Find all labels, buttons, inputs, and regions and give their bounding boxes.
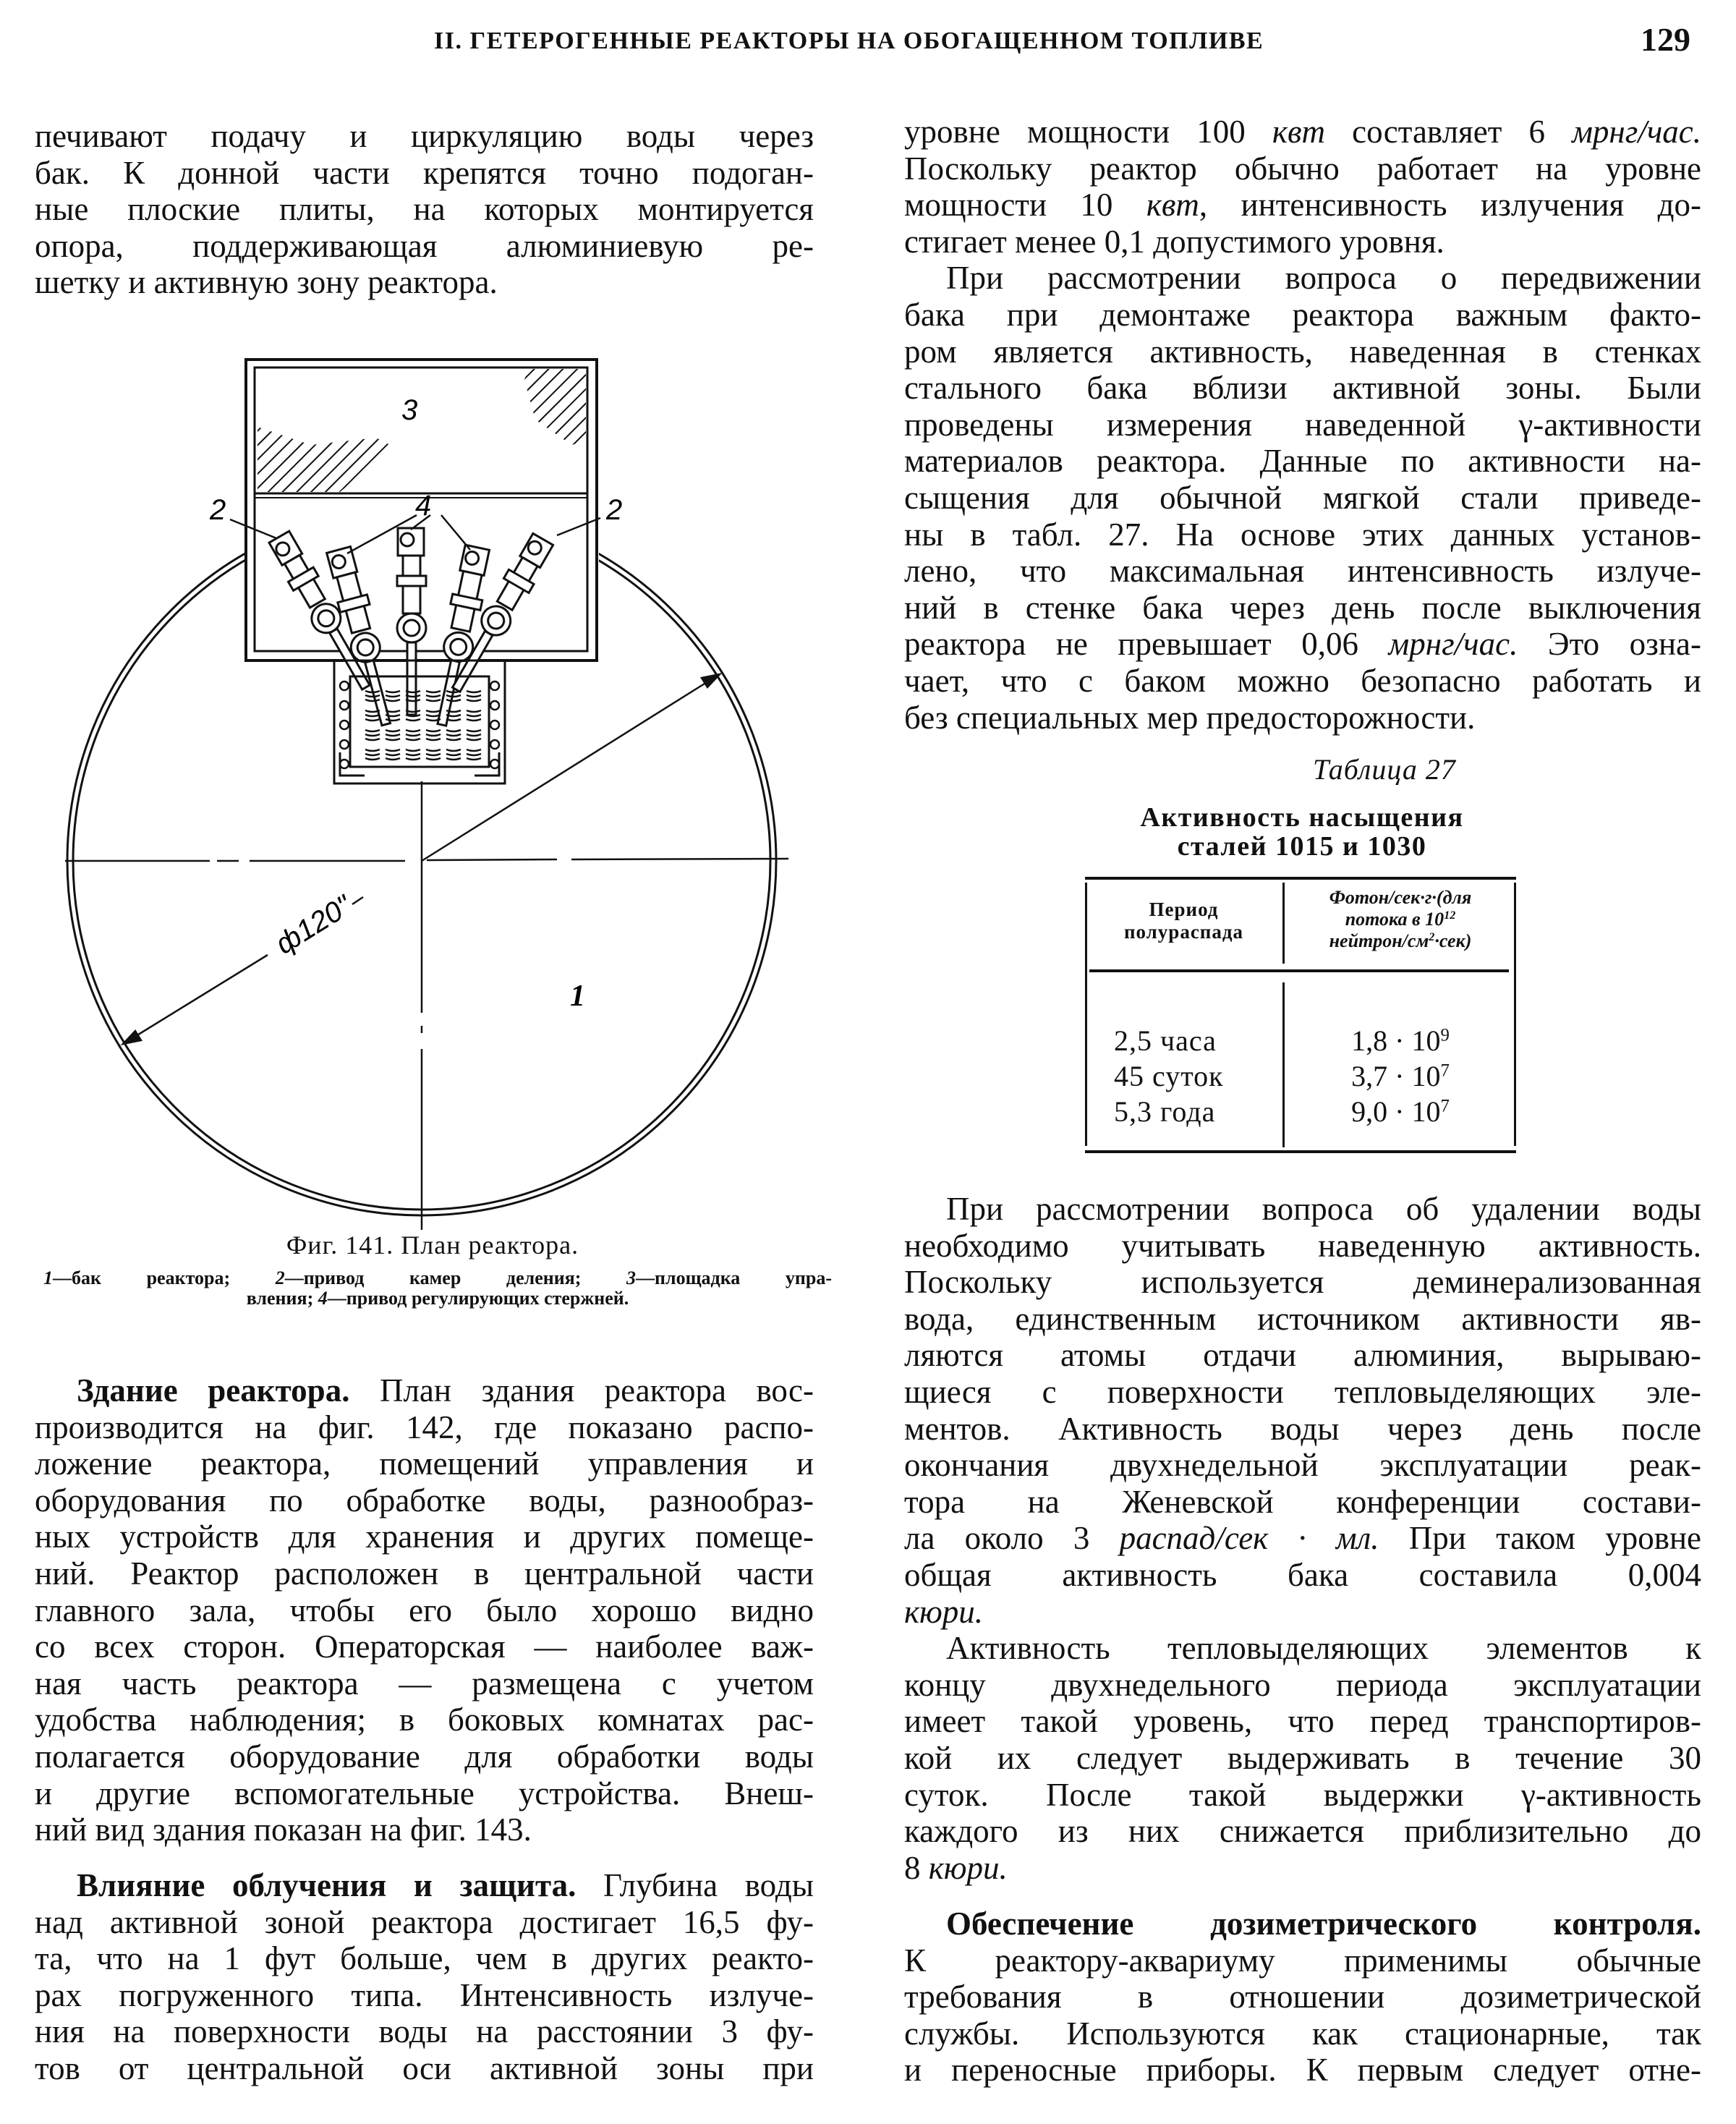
fuel-plate (467, 710, 481, 712)
fuel-plate (446, 758, 461, 760)
exponent: 2 (1429, 931, 1435, 944)
text-run: ла около 3 (904, 1520, 1120, 1557)
fuel-plate (406, 749, 420, 751)
text-line: каждого из них снижается приблизительно до (904, 1813, 1701, 1850)
text-line: опора, поддерживающая алюминиевую ре- (35, 227, 814, 264)
activity-cells (1285, 1023, 1516, 1129)
table-cell-period: 2,5 часа (1114, 1024, 1217, 1057)
figure-caption: Фиг. 141. План реактора. (286, 1231, 579, 1259)
core-hole (490, 740, 499, 749)
legend-num: 4 (318, 1288, 328, 1309)
section-heading: Обеспечение дозиметрического контроля. (946, 1906, 1701, 1942)
text-line: стального бака вблизи активной зоны. Были (904, 370, 1701, 407)
core-hole (340, 760, 349, 768)
section-irradiation (35, 1867, 814, 2087)
text-line: службы. Используются как стационарные, так (904, 2015, 1701, 2052)
exponent: 7 (1440, 1096, 1450, 1116)
text-line: Активность тепловыделяющих элементов к (946, 1630, 1701, 1667)
text-line: необходимо учитывать наведенную активность. (904, 1227, 1701, 1264)
fuel-plate (426, 749, 441, 751)
core-hole (490, 760, 499, 768)
fuel-plate (426, 734, 441, 736)
text-line: ложение реактора, помещений управления и (35, 1445, 814, 1482)
fuel-plate (446, 730, 461, 731)
text-line: ром является активность, наведенная в стенках (904, 333, 1701, 370)
unit: распад/сек · мл. (1119, 1520, 1379, 1557)
exponent: 7 (1440, 1061, 1450, 1081)
text-line: со всех сторон. Операторская — наиболее важ- (35, 1628, 814, 1665)
core-hole (340, 701, 349, 710)
fuel-plate (426, 754, 441, 755)
core-hole (340, 681, 349, 690)
unit: кюри. (904, 1593, 984, 1630)
fuel-plate (467, 719, 481, 721)
text-run: План здания реактора вос- (349, 1372, 814, 1409)
text-line: рах погруженного типа. Интенсивность излуче- (35, 1976, 814, 2013)
table-title-line: Активность насыщения (1140, 802, 1464, 833)
fuel-plate (365, 695, 380, 697)
fuel-plate (386, 695, 400, 697)
text-line: ляются атомы отдачи алюминия, вырываю- (904, 1337, 1701, 1374)
fuel-plate (386, 719, 400, 721)
text-line: кой их следует выдерживать в течение 30 (904, 1739, 1701, 1776)
fuel-plate (426, 730, 441, 731)
label-drive-left: 2 (210, 494, 226, 526)
right-paragraphs-bottom (904, 1191, 1701, 1886)
fuel-plate (365, 700, 380, 701)
text-line: Поскольку используется деминерализованная (904, 1264, 1701, 1301)
text-line (904, 1906, 1701, 1942)
left-paragraph-1 (35, 118, 814, 301)
text-line: шетку и активную зону реактора. (35, 264, 498, 301)
text-line (904, 1594, 1701, 1631)
table-header-rule (1089, 969, 1509, 972)
fuel-plate (446, 749, 461, 751)
core-hole (340, 740, 349, 749)
text-line: ний. Реактор расположен в центральной части (35, 1555, 814, 1592)
mantissa: 1,8 · 10 (1351, 1024, 1441, 1057)
section-building (35, 1372, 814, 1848)
section-heading: Здание реактора. (77, 1372, 350, 1409)
text-line (35, 1867, 814, 1904)
text-line: и другие вспомогательные устройства. Внеш- (35, 1775, 814, 1811)
fuel-plate (426, 739, 441, 740)
fuel-plate (406, 758, 420, 760)
text-line: К реактору-аквариуму применимы обычные (904, 1942, 1701, 1979)
fuel-plate (386, 730, 400, 731)
exponent: 12 (1444, 909, 1456, 922)
fuel-plate (406, 739, 420, 740)
text-line: бак. К донной части крепятся точно подоган- (35, 154, 814, 191)
fuel-plate (365, 730, 380, 731)
fuel-plate (467, 730, 481, 731)
fuel-plate (365, 715, 380, 716)
fuel-plate (467, 758, 481, 760)
text-line: имеет такой уровень, что перед транспортиров- (904, 1703, 1701, 1740)
text-line: ны в табл. 27. На основе этих данных установ- (904, 516, 1701, 553)
fuel-plate (386, 749, 400, 751)
legend-text: —привод камер деления; (284, 1267, 627, 1288)
figure-legend (43, 1268, 832, 1309)
core-hole (490, 681, 499, 690)
text-line: общая активность бака составила 0,004 (904, 1556, 1701, 1593)
fuel-plate (406, 754, 420, 755)
legend-text: —привод регулирующих стержней. (327, 1288, 629, 1309)
table-number: Таблица 27 (1313, 753, 1456, 786)
fuel-plate (386, 700, 400, 701)
text-line: бака при демонтаже реактора важным факто- (904, 296, 1701, 333)
unit: квт (1272, 114, 1325, 150)
table-cell-period: 5,3 года (1114, 1095, 1216, 1128)
label-drive-right: 2 (606, 494, 623, 526)
text-run: , интенсивность излучения до- (1199, 187, 1701, 224)
text-line: проведены измерения наведенной γ-активности (904, 406, 1701, 443)
text-line: ная часть реактора — размещена с учетом (35, 1665, 814, 1702)
fuel-plate (365, 719, 380, 721)
text-line (904, 1850, 1701, 1887)
fuel-plate (467, 749, 481, 751)
fuel-plate (365, 749, 380, 751)
text-run: нейтрон/см (1329, 930, 1429, 951)
text-line: концу двухнедельного периода эксплуатации (904, 1666, 1701, 1703)
fuel-plate (426, 719, 441, 721)
text-line: материалов реактора. Данные по активности на- (904, 443, 1701, 480)
section-dosimetry (904, 1906, 1701, 2089)
fuel-plate (386, 691, 400, 692)
text-line: производится на фиг. 142, где показано распо- (35, 1409, 814, 1445)
header-line (1285, 930, 1516, 952)
fuel-plate (386, 710, 400, 712)
table-cell-period: 45 суток (1114, 1060, 1224, 1092)
legend-num: 3 (626, 1267, 637, 1288)
fuel-plate (467, 695, 481, 697)
fuel-plate (365, 754, 380, 755)
text-line: требования в отношении дозиметрической (904, 1979, 1701, 2015)
fuel-plate (386, 758, 400, 760)
table-bottom-rule (1085, 1150, 1516, 1153)
unit: мрнг/час. (1388, 626, 1518, 663)
text-line: ные плоские плиты, на которых монтируется (35, 191, 814, 228)
exponent: 9 (1440, 1025, 1450, 1045)
fuel-plate (406, 734, 420, 736)
text-line: тора на Женевской конференции состави- (904, 1483, 1701, 1520)
text-line: и переносные приборы. К первым следует отне- (904, 2052, 1701, 2089)
running-header: II. ГЕТЕРОГЕННЫЕ РЕАКТОРЫ НА ОБОГАЩЕННОМ ТОПЛИВЕ (434, 27, 1264, 54)
fuel-plate (446, 710, 461, 712)
table-title-line: сталей 1015 и 1030 (1177, 831, 1427, 862)
legend-num: 2 (275, 1267, 285, 1288)
label-control-platform: 3 (401, 394, 418, 426)
column-header-period (1085, 899, 1282, 943)
core-hole (490, 721, 499, 729)
legend-num: 1 (43, 1267, 53, 1288)
text-line: чает, что с баком можно безопасно работать и (904, 662, 1701, 699)
text-run: реактора не превышает 0,06 (904, 626, 1389, 663)
text-line: тов от центральной оси активной зоны при (35, 2049, 814, 2086)
fuel-plate (426, 758, 441, 760)
fuel-plate (426, 710, 441, 712)
text-line: суток. После такой выдержки γ-активность (904, 1776, 1701, 1813)
fuel-plate (365, 710, 380, 712)
text-line (35, 1372, 814, 1409)
unit: квт (1146, 187, 1199, 224)
fuel-plate (386, 715, 400, 716)
text-line (904, 187, 1701, 224)
fuel-plate (426, 695, 441, 697)
text-line: ментов. Активность воды через день после (904, 1410, 1701, 1447)
text-line: окончания двухнедельной эксплуатации реак- (904, 1447, 1701, 1484)
fuel-plate (365, 758, 380, 760)
table-top-rule (1085, 877, 1516, 880)
unit: кюри. (928, 1849, 1008, 1886)
text-line: полагается оборудование для обработки воды (35, 1738, 814, 1775)
text-run: ·сек) (1434, 930, 1472, 951)
text-line: щиеся с поверхности тепловыделяющих эле- (904, 1373, 1701, 1410)
table-title (1085, 803, 1519, 861)
legend-line-1 (43, 1268, 832, 1288)
header-line: Фотон/сек·г·(для (1329, 887, 1472, 908)
legend-text: вления; (246, 1288, 318, 1309)
text-run: При таком уровне (1379, 1520, 1701, 1557)
fuel-plate (446, 719, 461, 721)
table-cell-activity (1285, 1094, 1516, 1129)
text-line: печивают подачу и циркуляцию воды через (35, 118, 814, 154)
data-table (1085, 877, 1516, 1153)
header-line (1285, 909, 1516, 930)
text-line (904, 114, 1701, 150)
text-run: Это озна- (1518, 626, 1701, 663)
fuel-plate (467, 691, 481, 692)
fuel-plate (467, 715, 481, 716)
text-run: 8 (904, 1849, 929, 1886)
text-line: та, что на 1 фут больше, чем в других реакто- (35, 1940, 814, 1977)
column-header-activity (1285, 887, 1516, 952)
text-run: потока в 10 (1345, 909, 1444, 930)
section-heading: Влияние облучения и защита. (77, 1867, 576, 1903)
table-cell-activity (1285, 1058, 1516, 1094)
legend-text: —бак реактора; (53, 1267, 276, 1288)
text-run: мощности 10 (904, 187, 1146, 224)
fuel-plate (426, 691, 441, 692)
text-line (904, 626, 1701, 663)
text-run: уровне мощности 100 (904, 114, 1272, 150)
legend-text: —площадка упра- (636, 1267, 832, 1288)
center-lines (65, 781, 788, 1230)
fuel-plate (446, 715, 461, 716)
text-line: Поскольку реактор обычно работает на уровне (904, 150, 1701, 187)
fuel-plate (467, 700, 481, 701)
legend-line-2 (43, 1288, 832, 1309)
text-line: стигает менее 0,1 допустимого уровня. (904, 223, 1444, 260)
fuel-plate (467, 734, 481, 736)
text-run: составляет 6 (1324, 114, 1573, 150)
fuel-plate (467, 739, 481, 740)
text-line: оборудования по обработке воды, разнообраз- (35, 1482, 814, 1518)
text-line: ных устройств для хранения и других помеще- (35, 1518, 814, 1555)
fuel-plate (426, 715, 441, 716)
fuel-plate (365, 734, 380, 736)
text-line: лено, что максимальная интенсивность излуче- (904, 553, 1701, 590)
page-number: 129 (1641, 21, 1690, 58)
fuel-plate (406, 719, 420, 721)
diameter-label: ф120" (270, 889, 357, 961)
text-line: удобства наблюдения; в боковых комнатах рас- (35, 1702, 814, 1738)
fuel-plate (426, 700, 441, 701)
core-hole (340, 721, 349, 729)
fuel-plate (365, 739, 380, 740)
mantissa: 9,0 · 10 (1351, 1095, 1441, 1128)
header-line: полураспада (1123, 921, 1244, 943)
text-line: без специальных мер предосторожности. (904, 699, 1476, 736)
fuel-plate (446, 754, 461, 755)
fuel-plate (386, 739, 400, 740)
fuel-plate (446, 734, 461, 736)
fuel-elements (340, 681, 499, 768)
fuel-plate (386, 754, 400, 755)
text-line: При рассмотрении вопроса об удалении воды (946, 1191, 1701, 1227)
text-line: сыщения для обычной мягкой стали приведе- (904, 479, 1701, 516)
text-line (904, 1520, 1701, 1557)
label-control-rod-drive: 4 (415, 490, 432, 522)
reactor-plan-figure (0, 318, 854, 1244)
core-hole (490, 701, 499, 710)
fuel-plate (406, 730, 420, 731)
unit: мрнг/час. (1572, 114, 1702, 150)
text-line: При рассмотрении вопроса о передвижении (946, 260, 1701, 297)
table-cell-activity (1285, 1023, 1516, 1058)
text-line: ний в стенке бака через день после выключения (904, 589, 1701, 626)
right-paragraphs-top (904, 114, 1701, 736)
text-line: над активной зоной реактора достигает 16,5 фу- (35, 1903, 814, 1940)
fuel-plate (446, 739, 461, 740)
mantissa: 3,7 · 10 (1351, 1060, 1441, 1092)
header-line: Период (1149, 899, 1219, 920)
text-line: ния на поверхности воды на расстоянии 3 фу- (35, 2013, 814, 2050)
text-line: ний вид здания показан на фиг. 143. (35, 1811, 532, 1848)
text-line: вода, единственным источником активности яв- (904, 1300, 1701, 1337)
text-run: Глубина воды (576, 1867, 814, 1903)
fuel-plate (467, 754, 481, 755)
text-line: главного зала, чтобы его было хорошо видно (35, 1592, 814, 1628)
fuel-plate (386, 734, 400, 736)
period-cells (1114, 1023, 1280, 1129)
label-tank: 1 (570, 980, 585, 1013)
fuel-plate (446, 700, 461, 701)
